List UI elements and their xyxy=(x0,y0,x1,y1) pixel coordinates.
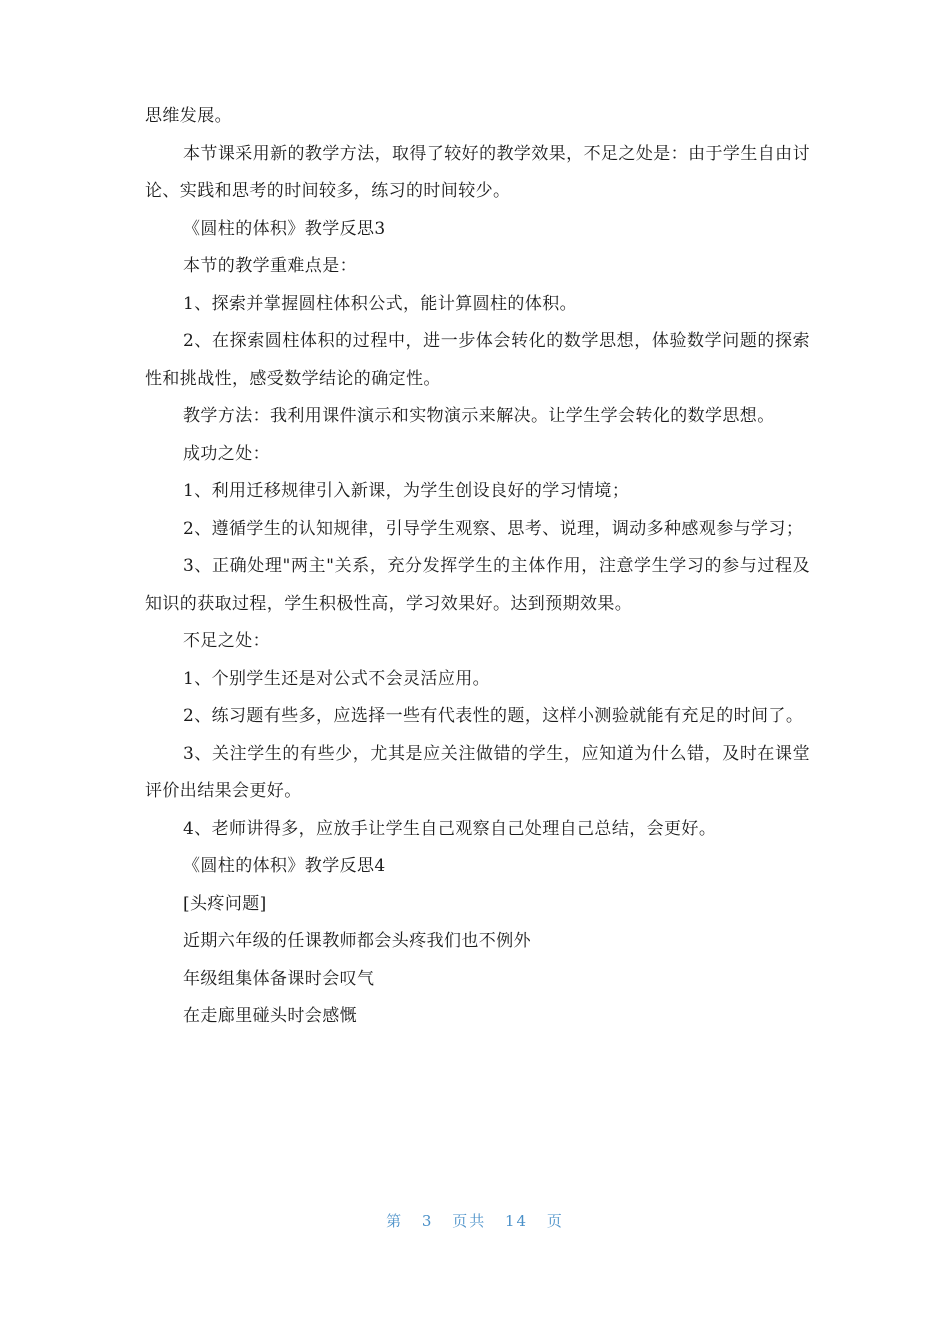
paragraph: 本节课采用新的教学方法，取得了较好的教学效果，不足之处是：由于学生自由讨论、实践和思考的时间较多，练习的时间较少。 xyxy=(145,143,810,201)
total-page-count: 14 xyxy=(505,1212,529,1230)
paragraph: 本节的教学重难点是： xyxy=(183,256,357,276)
paragraph: 思维发展。 xyxy=(145,106,232,126)
paragraph: [头疼问题] xyxy=(183,893,267,914)
section-heading: 《圆柱的体积》教学反思4 xyxy=(183,856,386,876)
document-body xyxy=(145,98,810,1036)
paragraph: 不足之处： xyxy=(183,631,270,651)
footer-middle: 页共 xyxy=(452,1212,487,1230)
paragraph: 近期六年级的任课教师都会头疼我们也不例外 xyxy=(183,931,531,951)
list-item: 2、在探索圆柱体积的过程中，进一步体会转化的数学思想，体验数学问题的探索性和挑战性，感受数学结论的确定性。 xyxy=(145,331,810,389)
list-item: 2、遵循学生的认知规律，引导学生观察、思考、说理，调动多种感观参与学习； xyxy=(183,518,804,539)
paragraph: 年级组集体备课时会叹气 xyxy=(183,968,375,989)
list-item: 1、探索并掌握圆柱体积公式，能计算圆柱的体积。 xyxy=(183,293,578,314)
list-item: 3、关注学生的有些少，尤其是应关注做错的学生，应知道为什么错，及时在课堂评价出结果会更好。 xyxy=(145,743,810,801)
list-item: 1、个别学生还是对公式不会灵活应用。 xyxy=(183,668,491,689)
current-page-number: 3 xyxy=(421,1212,434,1230)
list-item: 3、正确处理"两主"关系，充分发挥学生的主体作用，注意学生学习的参与过程及知识的获取过程，学生积极性高，学习效果好。达到预期效果。 xyxy=(145,556,810,614)
list-item: 1、利用迁移规律引入新课，为学生创设良好的学习情境； xyxy=(183,481,630,501)
page-footer xyxy=(0,1210,950,1231)
list-item: 4、老师讲得多，应放手让学生自己观察自己处理自己总结，会更好。 xyxy=(183,818,717,839)
footer-suffix: 页 xyxy=(546,1212,564,1230)
section-heading: 《圆柱的体积》教学反思3 xyxy=(183,218,386,239)
paragraph: 教学方法：我利用课件演示和实物演示来解决。让学生学会转化的数学思想。 xyxy=(183,406,775,426)
list-item: 2、练习题有些多，应选择一些有代表性的题，这样小测验就能有充足的时间了。 xyxy=(183,706,804,726)
paragraph: 在走廊里碰头时会感慨 xyxy=(183,1006,357,1026)
paragraph: 成功之处： xyxy=(183,443,270,464)
footer-prefix: 第 xyxy=(386,1212,404,1230)
